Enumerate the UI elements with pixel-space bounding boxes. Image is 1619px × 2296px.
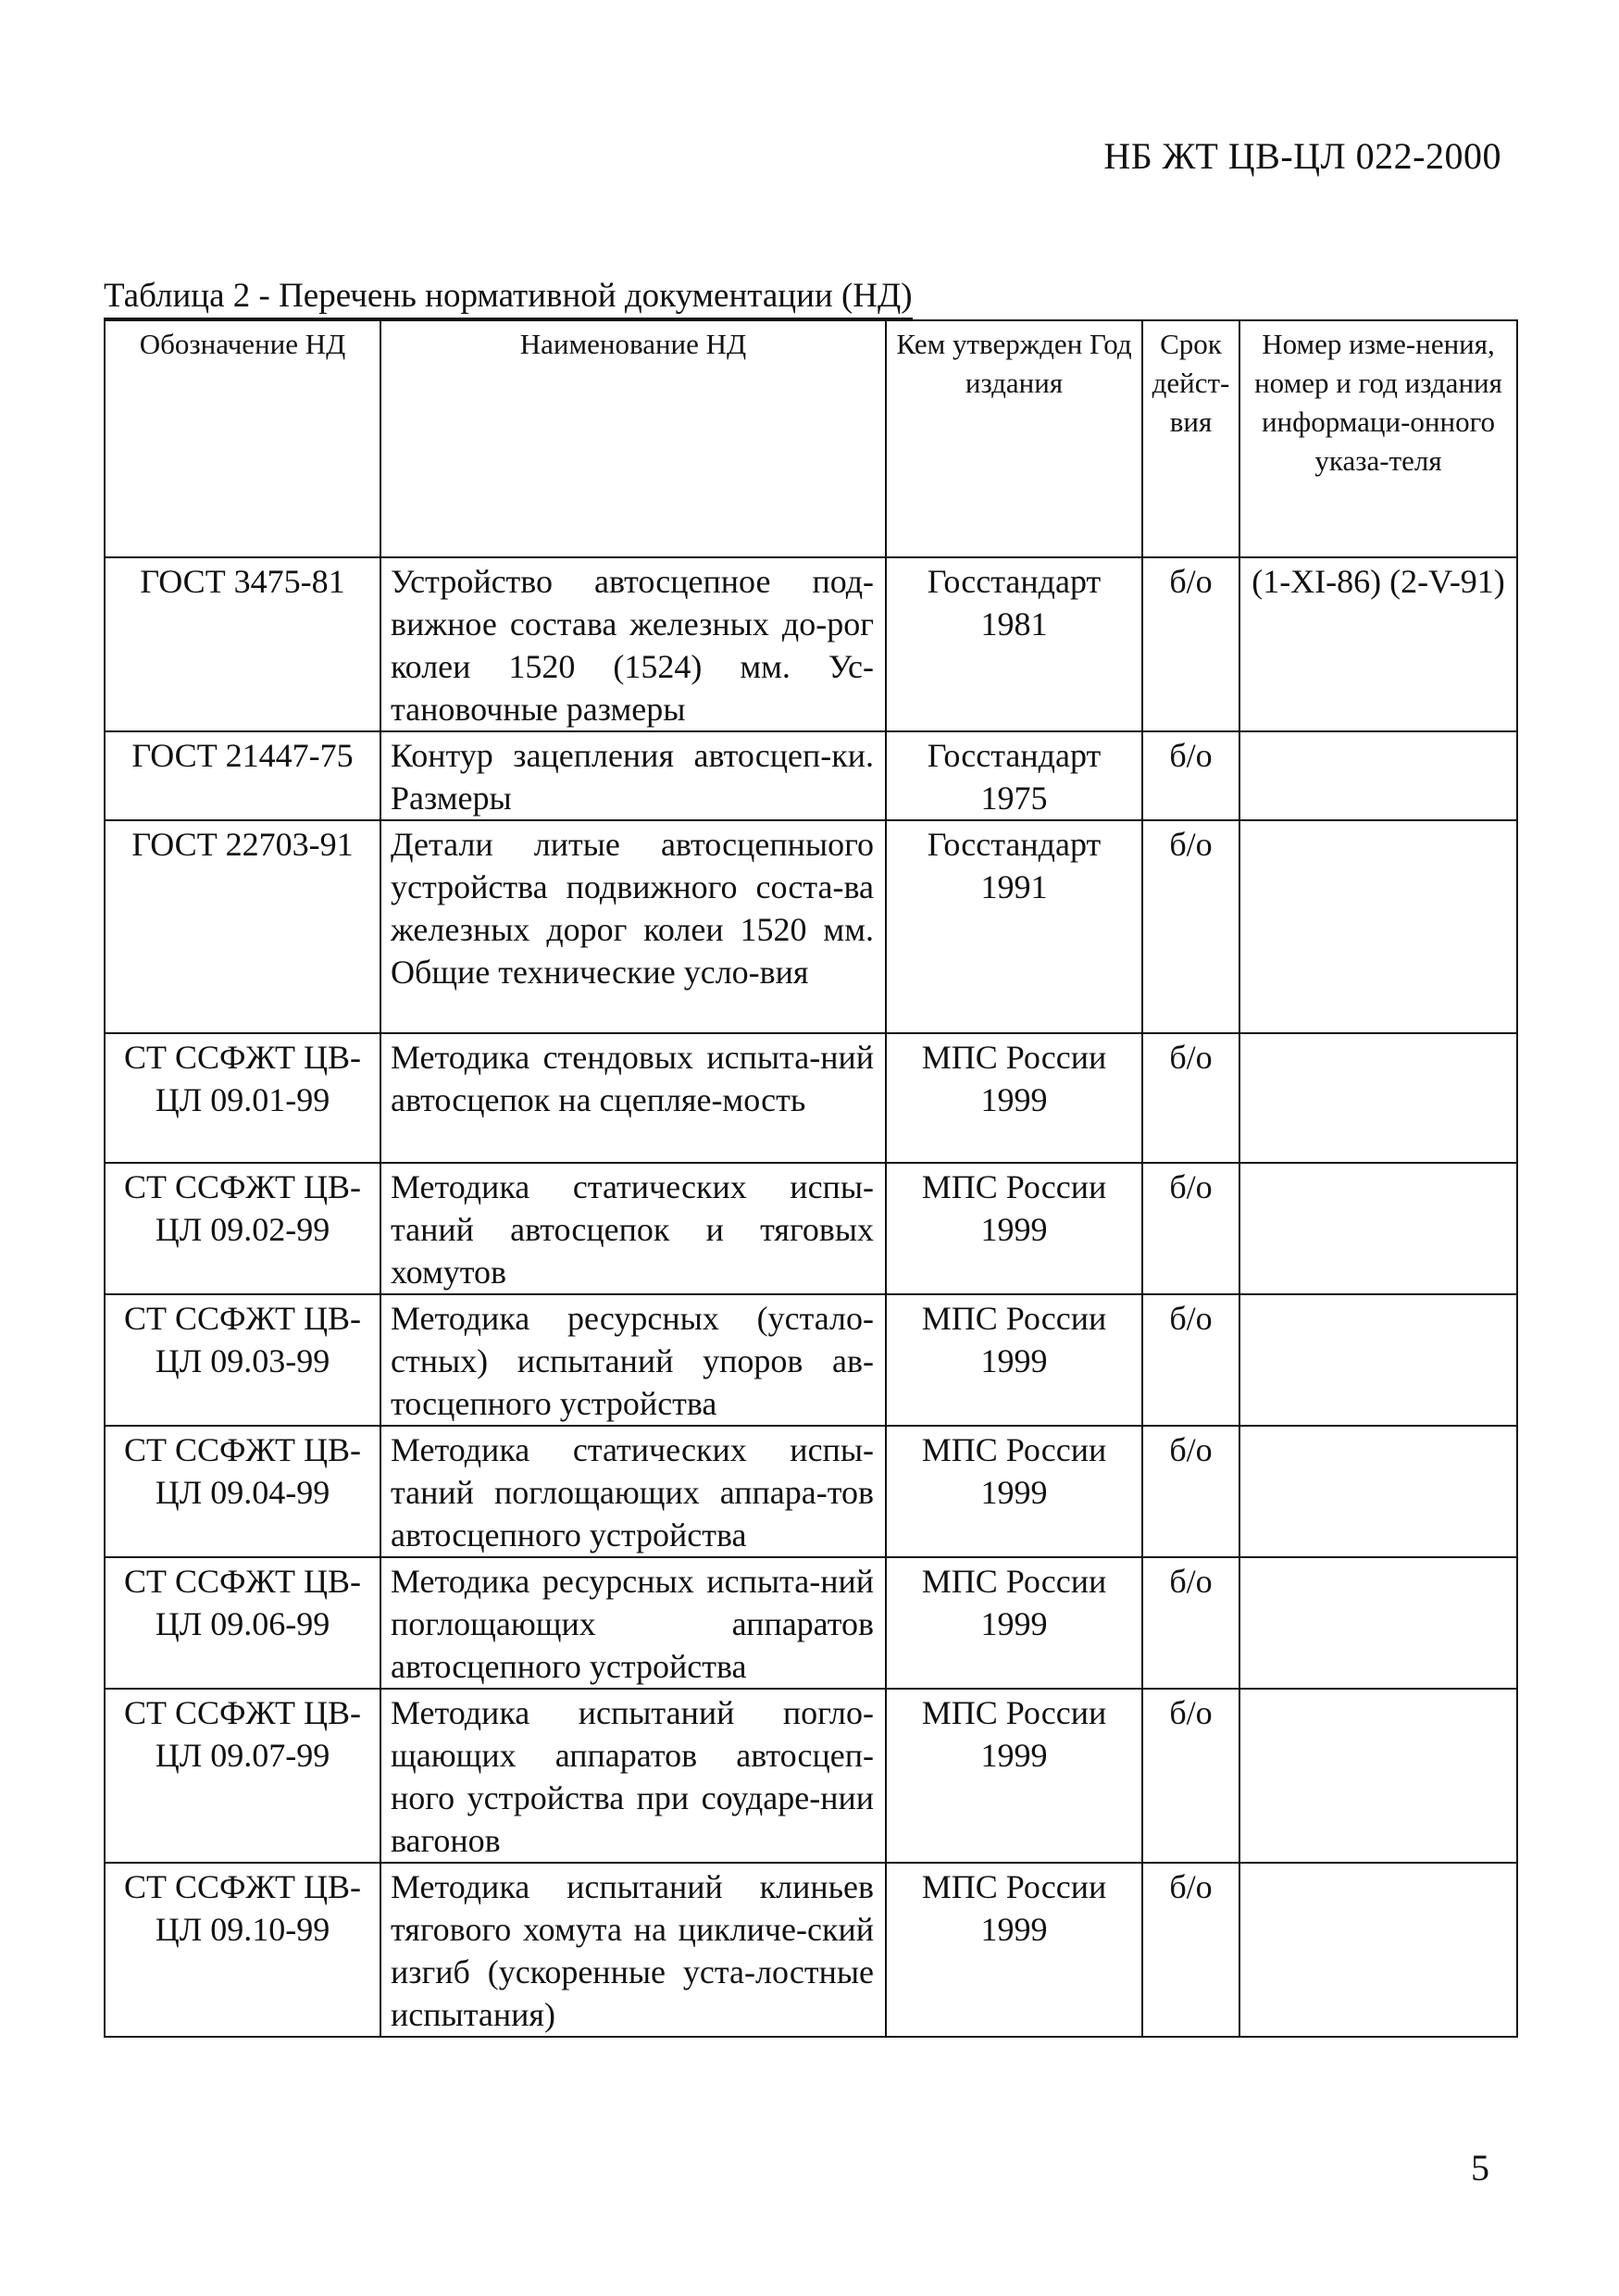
- cell-approved: МПС России 1999: [886, 1426, 1142, 1557]
- cell-changes: [1239, 1033, 1517, 1163]
- table-row: [105, 557, 1517, 731]
- cell-changes: [1239, 1426, 1517, 1557]
- cell-validity: б/о: [1142, 731, 1239, 820]
- cell-name: Методика статических испы-таний поглощающих аппара-тов автосцепного устройства: [380, 1426, 886, 1557]
- cell-designation: ГОСТ 21447-75: [105, 731, 380, 820]
- cell-changes: [1239, 1163, 1517, 1294]
- cell-changes: [1239, 731, 1517, 820]
- document-code: НБ ЖТ ЦВ-ЦЛ 022-2000: [1103, 135, 1501, 177]
- cell-approved: МПС России 1999: [886, 1689, 1142, 1863]
- cell-changes: [1239, 820, 1517, 1033]
- cell-approved: МПС России 1999: [886, 1557, 1142, 1689]
- cell-designation: СТ ССФЖТ ЦВ-ЦЛ 09.04-99: [105, 1426, 380, 1557]
- cell-changes: (1-XI-86) (2-V-91): [1239, 557, 1517, 731]
- cell-validity: б/о: [1142, 1557, 1239, 1689]
- cell-name: Методика статических испы-таний автосцепок и тяговых хомутов: [380, 1163, 886, 1294]
- table-row: [105, 1689, 1517, 1863]
- cell-approved: МПС России 1999: [886, 1163, 1142, 1294]
- nd-table: [104, 319, 1518, 2038]
- table-row: [105, 820, 1517, 1033]
- column-header-name: Наименование НД: [380, 320, 886, 557]
- column-header-changes: Номер изме-нения, номер и год издания информаци-онного указа-теля: [1239, 320, 1517, 557]
- cell-name: Методика испытаний клиньев тягового хомута на цикличе-ский изгиб (ускоренные уста-лостные испытания): [380, 1863, 886, 2037]
- cell-validity: б/о: [1142, 1426, 1239, 1557]
- cell-approved: Госстандарт 1975: [886, 731, 1142, 820]
- table-row: [105, 1557, 1517, 1689]
- cell-designation: СТ ССФЖТ ЦВ-ЦЛ 09.06-99: [105, 1557, 380, 1689]
- cell-changes: [1239, 1557, 1517, 1689]
- cell-approved: МПС России 1999: [886, 1033, 1142, 1163]
- table-row: [105, 1863, 1517, 2037]
- column-header-validity: Срок дейст-вия: [1142, 320, 1239, 557]
- cell-approved: МПС России 1999: [886, 1863, 1142, 2037]
- cell-validity: б/о: [1142, 557, 1239, 731]
- cell-name: Детали литые автосцепныого устройства подвижного соста-ва железных дорог колеи 1520 мм. Общие технические усло-вия: [380, 820, 886, 1033]
- cell-validity: б/о: [1142, 1033, 1239, 1163]
- cell-name: Методика стендовых испыта-ний автосцепок на сцепляе-мость: [380, 1033, 886, 1163]
- table-row: [105, 1294, 1517, 1426]
- table-row: [105, 731, 1517, 820]
- table-caption: Таблица 2 - Перечень нормативной документации (НД): [104, 276, 913, 319]
- cell-name: Методика ресурсных испыта-ний поглощающих аппаратов автосцепного устройства: [380, 1557, 886, 1689]
- cell-approved: МПС России 1999: [886, 1294, 1142, 1426]
- column-header-designation: Обозначение НД: [105, 320, 380, 557]
- cell-designation: СТ ССФЖТ ЦВ-ЦЛ 09.10-99: [105, 1863, 380, 2037]
- table-row: [105, 1033, 1517, 1163]
- cell-approved: Госстандарт 1981: [886, 557, 1142, 731]
- cell-validity: б/о: [1142, 1294, 1239, 1426]
- table-header-row: [105, 320, 1517, 557]
- cell-name: Методика испытаний погло-щающих аппаратов автосцеп-ного устройства при соударе-нии вагонов: [380, 1689, 886, 1863]
- table-row: [105, 1426, 1517, 1557]
- cell-designation: ГОСТ 3475-81: [105, 557, 380, 731]
- cell-changes: [1239, 1689, 1517, 1863]
- cell-designation: ГОСТ 22703-91: [105, 820, 380, 1033]
- cell-name: Контур зацепления автосцеп-ки. Размеры: [380, 731, 886, 820]
- cell-changes: [1239, 1863, 1517, 2037]
- cell-validity: б/о: [1142, 820, 1239, 1033]
- table-row: [105, 1163, 1517, 1294]
- cell-name: Устройство автосцепное под-вижное состава железных до-рог колеи 1520 (1524) мм. Ус-тановочные размеры: [380, 557, 886, 731]
- cell-validity: б/о: [1142, 1163, 1239, 1294]
- cell-designation: СТ ССФЖТ ЦВ-ЦЛ 09.02-99: [105, 1163, 380, 1294]
- cell-designation: СТ ССФЖТ ЦВ-ЦЛ 09.01-99: [105, 1033, 380, 1163]
- cell-designation: СТ ССФЖТ ЦВ-ЦЛ 09.03-99: [105, 1294, 380, 1426]
- cell-approved: Госстандарт 1991: [886, 820, 1142, 1033]
- cell-validity: б/о: [1142, 1689, 1239, 1863]
- column-header-approved: Кем утвержден Год издания: [886, 320, 1142, 557]
- cell-validity: б/о: [1142, 1863, 1239, 2037]
- cell-designation: СТ ССФЖТ ЦВ-ЦЛ 09.07-99: [105, 1689, 380, 1863]
- cell-changes: [1239, 1294, 1517, 1426]
- page-number: 5: [1471, 2147, 1489, 2189]
- cell-name: Методика ресурсных (устало-стных) испытаний упоров ав-тосцепного устройства: [380, 1294, 886, 1426]
